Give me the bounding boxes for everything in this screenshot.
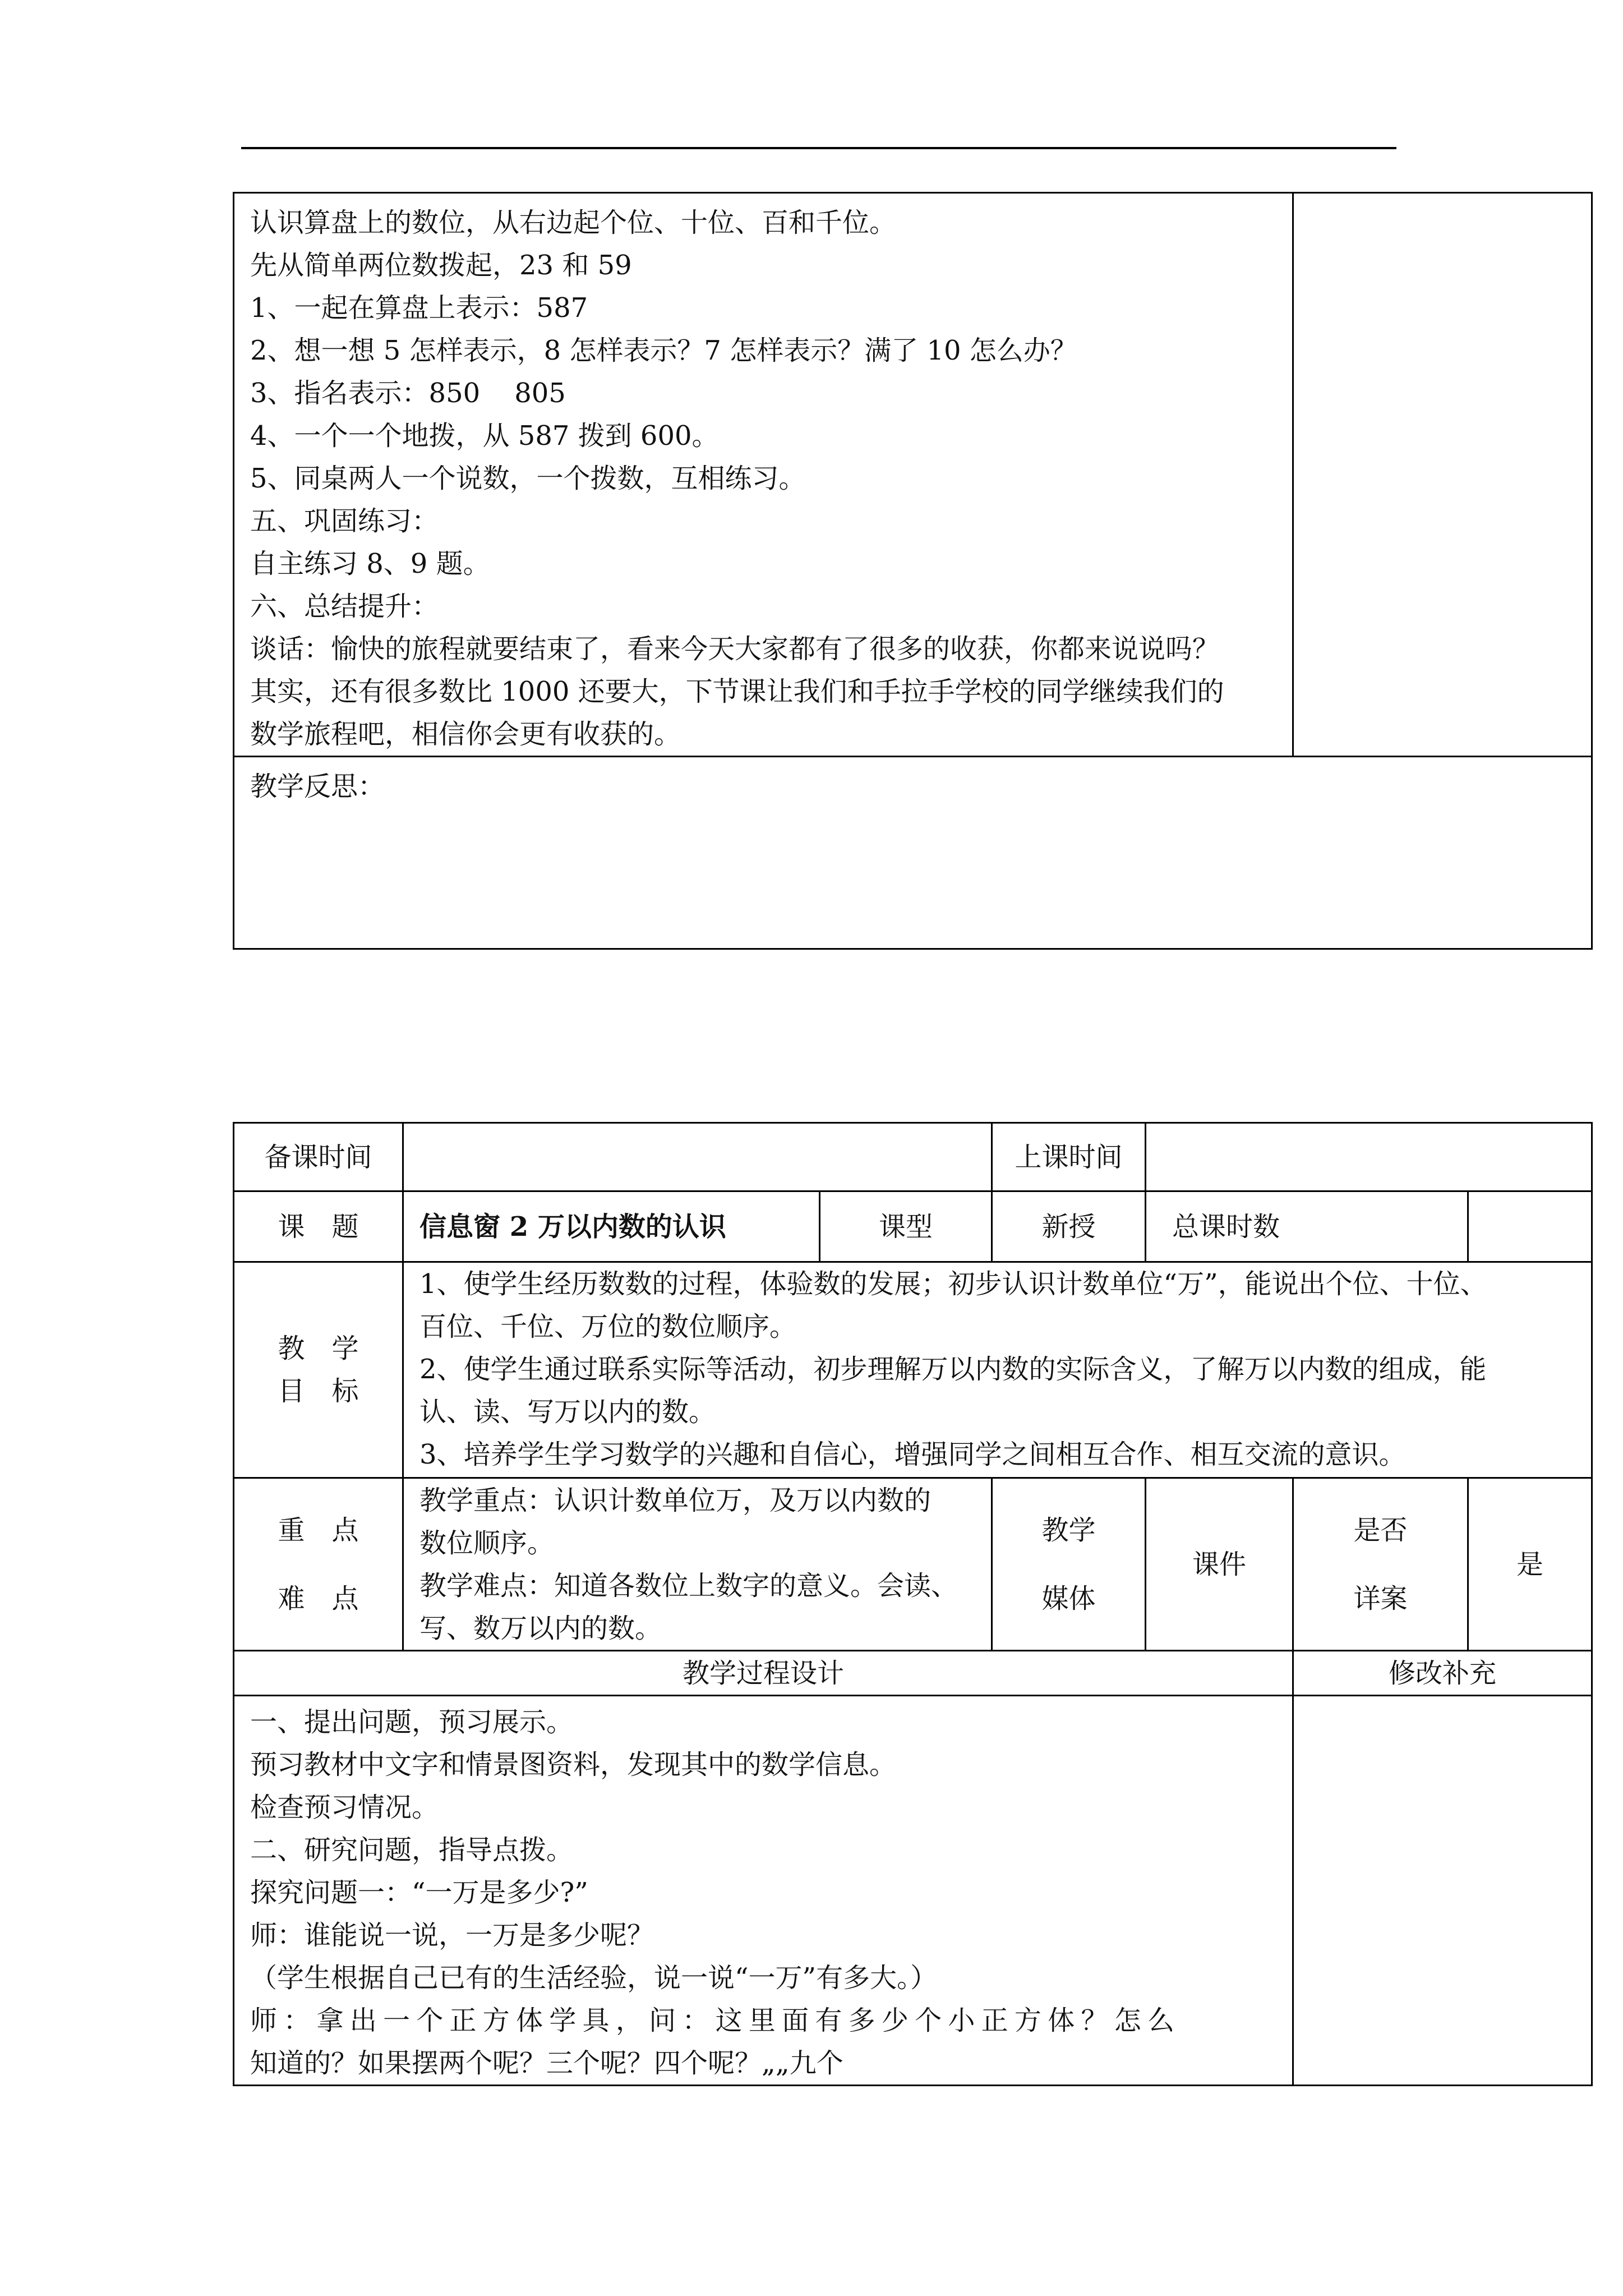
process-body-cell — [234, 1696, 1293, 2086]
process-line: 师：谁能说一说，一万是多少呢？ — [250, 1920, 654, 1951]
process-line: 探究问题一：“一万是多少?” — [250, 1877, 588, 1908]
revise-cell — [1293, 193, 1592, 757]
key-diff-cell — [403, 1478, 992, 1651]
process-line: 2、想一想 5 怎样表示，8 怎样表示？7 怎样表示？满了 10 怎么办？ — [250, 335, 1077, 366]
goal-line: 2、使学生通过联系实际等活动，初步理解万以内数的实际含义，了解万以内数的组成，能 — [419, 1354, 1487, 1385]
process-line: 五、巩固练习： — [250, 505, 439, 537]
key-label: 重 点 — [278, 1514, 359, 1546]
media-label-line: 媒体 — [1041, 1582, 1096, 1614]
process-line: 3、指名表示：850 805 — [250, 378, 566, 409]
process-row — [234, 193, 1592, 757]
media-label — [992, 1478, 1146, 1651]
key-diff-label — [234, 1478, 403, 1651]
prep-time-label: 备课时间 — [234, 1123, 403, 1191]
detail-plan-label — [1293, 1478, 1468, 1651]
time-row — [234, 1123, 1592, 1191]
type-value: 新授 — [992, 1191, 1146, 1262]
process-header: 教学过程设计 — [234, 1651, 1293, 1696]
goals-label-line: 教 学 — [278, 1333, 359, 1364]
goals-row — [234, 1262, 1592, 1478]
key-diff-line: 教学难点：知道各数位上数字的意义。会读、 — [419, 1570, 958, 1602]
goals-label — [234, 1262, 403, 1478]
total-hours-label: 总课时数 — [1146, 1191, 1468, 1262]
key-diff-line: 写、数万以内的数。 — [419, 1612, 662, 1644]
type-label: 课型 — [820, 1191, 992, 1262]
goal-line: 百位、千位、万位的数位顺序。 — [419, 1311, 797, 1342]
process-line: （学生根据自己已有的生活经验，说一说“一万”有多大。） — [250, 1962, 938, 1994]
process-line: 1、一起在算盘上表示：587 — [250, 292, 588, 324]
process-line: 谈话：愉快的旅程就要结束了，看来今天大家都有了很多的收获，你都来说说吗？ — [250, 633, 1220, 665]
key-diff-line: 数位顺序。 — [419, 1527, 555, 1559]
difficulty-label: 难 点 — [278, 1582, 359, 1614]
process-line: 自主练习 8、9 题。 — [250, 548, 490, 579]
media-value: 课件 — [1146, 1478, 1293, 1651]
topic-label: 课 题 — [234, 1191, 403, 1262]
topic-row — [234, 1191, 1592, 1262]
reflection-cell — [234, 757, 1592, 949]
process-line: 认识算盘上的数位，从右边起个位、十位、百和千位。 — [250, 207, 897, 238]
goals-cell — [403, 1262, 1592, 1478]
reflection-label: 教学反思： — [250, 771, 385, 802]
process-line: 知道的？如果摆两个呢？三个呢？四个呢？„„九个 — [250, 2047, 843, 2079]
total-hours-value — [1468, 1191, 1592, 1262]
process-line: 二、研究问题，指导点拨。 — [250, 1834, 574, 1866]
process-header-row — [234, 1651, 1592, 1696]
class-time-value — [1146, 1123, 1592, 1191]
topic-value: 信息窗 2 万以内数的认识 — [403, 1191, 820, 1262]
process-line: 检查预习情况。 — [250, 1792, 439, 1823]
lesson-table-continued — [233, 192, 1593, 950]
class-time-label: 上课时间 — [992, 1123, 1146, 1191]
process-line: 其实，还有很多数比 1000 还要大，下节课让我们和手拉手学校的同学继续我们的 — [250, 676, 1224, 707]
process-body-row — [234, 1696, 1592, 2086]
lesson-plan-table — [233, 1122, 1593, 2086]
process-line: 一、提出问题，预习展示。 — [250, 1706, 574, 1738]
process-line: 六、总结提升： — [250, 591, 439, 622]
process-line: 先从简单两位数拨起，23 和 59 — [250, 250, 632, 281]
process-line: 5、同桌两人一个说数，一个拨数，互相练习。 — [250, 463, 806, 494]
reflection-row — [234, 757, 1592, 949]
media-label-line: 教学 — [1041, 1514, 1096, 1546]
process-line: 预习教材中文字和情景图资料，发现其中的数学信息。 — [250, 1749, 897, 1780]
revise-body-cell — [1293, 1696, 1592, 2086]
key-difficulty-row — [234, 1478, 1592, 1651]
detail-plan-value: 是 — [1468, 1478, 1592, 1651]
key-diff-line: 教学重点：认识计数单位万，及万以内数的 — [419, 1484, 932, 1516]
process-cell — [234, 193, 1293, 757]
revise-header: 修改补充 — [1293, 1651, 1592, 1696]
detail-label-line: 是否 — [1353, 1514, 1408, 1546]
header-rule — [241, 147, 1396, 149]
process-line: 师 ： 拿 出 一 个 正 方 体 学 具 ， 问 ： 这 里 面 有 多 少 个 小 正 方 体 ？ 怎 么 — [250, 2005, 1173, 2036]
prep-time-value — [403, 1123, 992, 1191]
goal-line: 认、读、写万以内的数。 — [419, 1396, 716, 1428]
goals-label-line: 目 标 — [278, 1375, 359, 1407]
detail-label-line: 详案 — [1353, 1582, 1408, 1614]
goal-line: 1、使学生经历数数的过程，体验数的发展；初步认识计数单位“万”，能说出个位、十位、 — [419, 1268, 1487, 1300]
process-line: 4、一个一个地拨，从 587 拨到 600。 — [250, 420, 719, 452]
process-line: 数学旅程吧，相信你会更有收获的。 — [250, 719, 681, 750]
goal-line: 3、培养学生学习数学的兴趣和自信心，增强同学之间相互合作、相互交流的意识。 — [419, 1439, 1406, 1470]
